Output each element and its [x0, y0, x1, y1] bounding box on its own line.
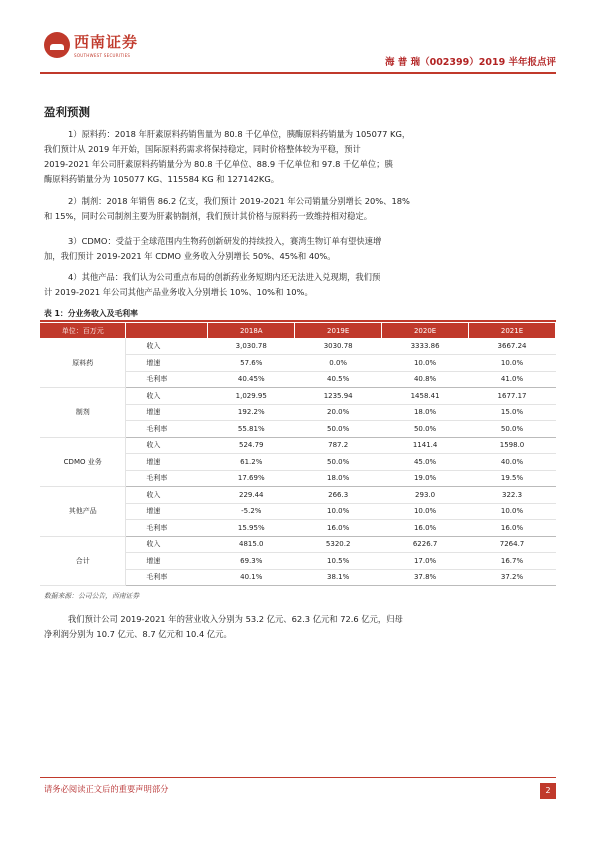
table-row [40, 536, 556, 553]
value-cell: 20.0% [295, 404, 382, 421]
value-cell: 1141.4 [382, 437, 469, 454]
table-header-2018a: 2018A [208, 323, 295, 338]
value-cell: 61.2% [208, 454, 295, 471]
table-row [40, 437, 556, 454]
value-cell: 0.0% [295, 355, 382, 372]
value-cell: 1,029.95 [208, 388, 295, 405]
table-row [40, 338, 556, 355]
value-cell: 10.0% [469, 503, 556, 520]
value-cell: 57.6% [208, 355, 295, 372]
value-cell: 1598.0 [469, 437, 556, 454]
value-cell: 50.0% [295, 454, 382, 471]
value-cell: 37.2% [469, 569, 556, 586]
table-header-2021e: 2021E [469, 323, 556, 338]
value-cell: 17.0% [382, 553, 469, 570]
value-cell: 16.7% [469, 553, 556, 570]
table-row [40, 388, 556, 405]
metric-cell: 毛利率 [126, 569, 208, 586]
paragraph-line: 4）其他产品：我们认为公司重点布局的创新药业务短期内还无法进入兑现期，我们预 [68, 272, 381, 282]
value-cell: 10.0% [382, 503, 469, 520]
table-row [40, 487, 556, 504]
value-cell: 55.81% [208, 421, 295, 438]
value-cell: 50.0% [382, 421, 469, 438]
metric-cell: 毛利率 [126, 421, 208, 438]
logo-text-en: SOUTHWEST SECURITIES [74, 53, 131, 58]
paragraph-line: 3）CDMO：受益于全球范围内生物药创新研发的持续投入，赛湾生物订单有望快速增 [68, 236, 382, 246]
value-cell: 192.2% [208, 404, 295, 421]
value-cell: 41.0% [469, 371, 556, 388]
metric-cell: 收入 [126, 487, 208, 504]
value-cell: 16.0% [295, 520, 382, 537]
paragraph-formulation [44, 194, 552, 224]
company-logo [40, 26, 160, 66]
segment-cell: 制剂 [40, 388, 126, 438]
paragraph-line: 和 15%，同时公司制剂主要为肝素钠制剂，我们预计其价格与原料药一致维持相对稳定。 [44, 211, 373, 221]
value-cell: 40.0% [469, 454, 556, 471]
table-header-unit: 单位：百万元 [40, 323, 126, 338]
report-title: 海 普 瑞（002399）2019 半年报点评 [384, 57, 556, 68]
metric-cell: 毛利率 [126, 520, 208, 537]
value-cell: 3,030.78 [208, 338, 295, 355]
value-cell: -5.2% [208, 503, 295, 520]
table-top-rule [40, 320, 556, 322]
value-cell: 40.8% [382, 371, 469, 388]
value-cell: 3333.86 [382, 338, 469, 355]
value-cell: 3667.24 [469, 338, 556, 355]
metric-cell: 增速 [126, 454, 208, 471]
logo-emblem-icon [44, 32, 70, 58]
footer-divider [40, 777, 556, 778]
value-cell: 1677.17 [469, 388, 556, 405]
paragraph-api [44, 127, 552, 187]
value-cell: 15.95% [208, 520, 295, 537]
page-number: 2 [540, 783, 556, 799]
value-cell: 18.0% [382, 404, 469, 421]
paragraph-line: 1）原料药：2018 年肝素原料药销售量为 80.8 千亿单位，胰酶原料药销量为 105077 KG， [68, 129, 411, 139]
value-cell: 19.0% [382, 470, 469, 487]
value-cell: 293.0 [382, 487, 469, 504]
metric-cell: 收入 [126, 437, 208, 454]
value-cell: 10.0% [382, 355, 469, 372]
table-header-metric [126, 323, 208, 338]
page-header [40, 26, 556, 70]
value-cell: 37.8% [382, 569, 469, 586]
paragraph-line: 计 2019-2021 年公司其他产品业务收入分别增长 10%、10%和 10%。 [44, 287, 313, 297]
paragraph-line: 2）制剂：2018 年销售 86.2 亿支，我们预计 2019-2021 年公司销量分别增长 20%、18% [68, 196, 410, 206]
metric-cell: 增速 [126, 404, 208, 421]
table-header-row [40, 323, 556, 338]
paragraph-conclusion [44, 612, 552, 642]
value-cell: 40.45% [208, 371, 295, 388]
metric-cell: 增速 [126, 553, 208, 570]
paragraph-other [44, 270, 552, 300]
value-cell: 16.0% [469, 520, 556, 537]
metric-cell: 收入 [126, 338, 208, 355]
paragraph-line: 我们预计公司 2019-2021 年的营业收入分别为 53.2 亿元、62.3 亿元和 72.6 亿元，归母 [68, 614, 403, 624]
value-cell: 4815.0 [208, 536, 295, 553]
value-cell: 45.0% [382, 454, 469, 471]
value-cell: 16.0% [382, 520, 469, 537]
value-cell: 38.1% [295, 569, 382, 586]
paragraph-cdmo [44, 234, 552, 264]
metric-cell: 增速 [126, 355, 208, 372]
segment-cell: 原料药 [40, 338, 126, 388]
value-cell: 7264.7 [469, 536, 556, 553]
value-cell: 40.5% [295, 371, 382, 388]
segment-cell: CDMO 业务 [40, 437, 126, 487]
segment-cell: 其他产品 [40, 487, 126, 537]
value-cell: 50.0% [295, 421, 382, 438]
value-cell: 19.5% [469, 470, 556, 487]
table-header-2019e: 2019E [295, 323, 382, 338]
value-cell: 18.0% [295, 470, 382, 487]
table-source: 数据来源：公司公告，西南证券 [44, 592, 140, 600]
table-caption: 表 1：分业务收入及毛利率 [44, 309, 138, 318]
value-cell: 3030.78 [295, 338, 382, 355]
value-cell: 5320.2 [295, 536, 382, 553]
value-cell: 10.0% [295, 503, 382, 520]
value-cell: 229.44 [208, 487, 295, 504]
value-cell: 40.1% [208, 569, 295, 586]
paragraph-line: 酶原料药销量分为 105077 KG、115584 KG 和 127142KG。 [44, 174, 280, 184]
value-cell: 17.69% [208, 470, 295, 487]
metric-cell: 收入 [126, 536, 208, 553]
metric-cell: 毛利率 [126, 371, 208, 388]
header-divider [40, 72, 556, 74]
table-header-2020e: 2020E [382, 323, 469, 338]
footer-disclaimer: 请务必阅读正文后的重要声明部分 [44, 784, 169, 794]
value-cell: 524.79 [208, 437, 295, 454]
value-cell: 10.5% [295, 553, 382, 570]
revenue-margin-table [40, 323, 556, 586]
paragraph-line: 2019-2021 年公司肝素原料药销量分为 80.8 千亿单位、88.9 千亿单位和 97.8 千亿单位；胰 [44, 159, 393, 169]
value-cell: 15.0% [469, 404, 556, 421]
paragraph-line: 加，我们预计 2019-2021 年 CDMO 业务收入分别增长 50%、45%和 40%。 [44, 251, 336, 261]
paragraph-line: 我们预计从 2019 年开始，国际原料药需求将保持稳定，同时价格整体较为平稳，预计 [44, 144, 361, 154]
table-body [40, 338, 556, 586]
metric-cell: 毛利率 [126, 470, 208, 487]
logo-text-cn: 西南证券 [74, 33, 139, 51]
section-title: 盈利预测 [44, 105, 90, 119]
metric-cell: 收入 [126, 388, 208, 405]
value-cell: 1458.41 [382, 388, 469, 405]
paragraph-line: 净利润分别为 10.7 亿元、8.7 亿元和 10.4 亿元。 [44, 629, 232, 639]
value-cell: 69.3% [208, 553, 295, 570]
value-cell: 1235.94 [295, 388, 382, 405]
value-cell: 6226.7 [382, 536, 469, 553]
segment-cell: 合计 [40, 536, 126, 586]
value-cell: 50.0% [469, 421, 556, 438]
value-cell: 266.3 [295, 487, 382, 504]
metric-cell: 增速 [126, 503, 208, 520]
value-cell: 10.0% [469, 355, 556, 372]
value-cell: 787.2 [295, 437, 382, 454]
value-cell: 322.3 [469, 487, 556, 504]
